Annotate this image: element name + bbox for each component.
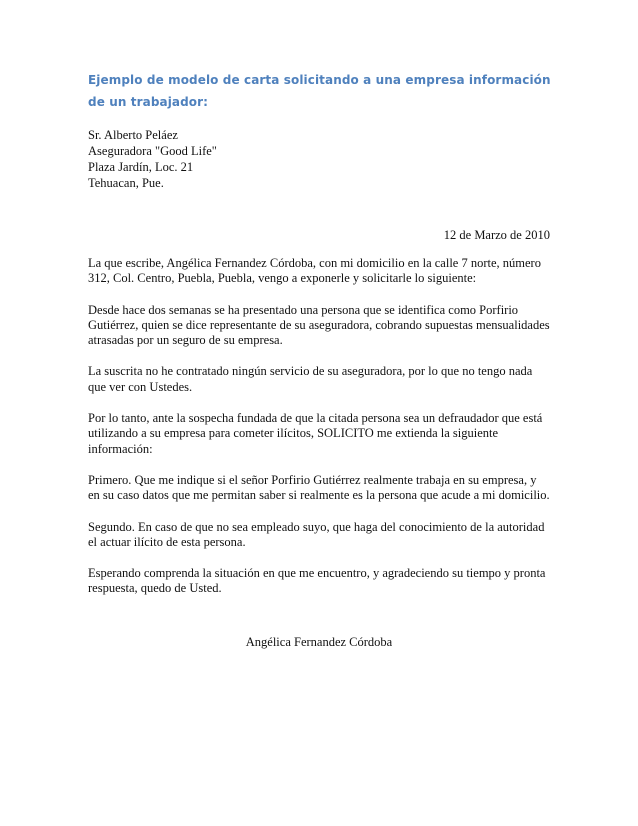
document-heading: Ejemplo de modelo de carta solicitando a una empresa información de un trabajador: bbox=[88, 73, 551, 109]
addressee-company: Aseguradora "Good Life" bbox=[88, 144, 217, 158]
addressee-name: Sr. Alberto Peláez bbox=[88, 128, 178, 142]
body-paragraph-request: Por lo tanto, ante la sospecha fundada de que la citada persona sea un defraudador que está utilizando a su empresa para cometer ilícitos, SOLICITO me extienda la siguiente información: bbox=[88, 411, 543, 456]
letter-date: 12 de Marzo de 2010 bbox=[443, 228, 550, 242]
signature-line: Angélica Fernandez Córdoba bbox=[245, 635, 393, 649]
body-paragraph-situation: Desde hace dos semanas se ha presentado una persona que se identifica como Porfirio Gutiérrez, quien se dice representante de su aseguradora, cobrando supuestas mensualidades atrasadas por un seguro de su empresa. bbox=[88, 302, 550, 348]
body-paragraph-intro: La que escribe, Angélica Fernandez Córdoba, con mi domicilio en la calle 7 norte, número 312, Col. Centro, Puebla, Puebla, vengo a exponerle y solicitarle lo siguiente: bbox=[88, 256, 541, 286]
body-paragraph-first-point: Primero. Que me indique si el señor Porfirio Gutiérrez realmente trabaja en su empresa, y en su caso datos que me permitan saber si realmente es la persona que acude a mi domicilio. bbox=[88, 472, 550, 503]
body-paragraph-second-point: Segundo. En caso de que no sea empleado suyo, que haga del conocimiento de la autoridad el actuar ilícito de esta persona. bbox=[88, 519, 545, 549]
body-paragraph-closing: Esperando comprenda la situación en que me encuentro, y agradeciendo su tiempo y pronta respuesta, quedo de Usted. bbox=[88, 566, 546, 596]
body-paragraph-statement: La suscrita no he contratado ningún servicio de su aseguradora, por lo que no tengo nada que ver con Ustedes. bbox=[88, 364, 533, 394]
addressee-city: Tehuacan, Pue. bbox=[88, 176, 164, 190]
addressee-block bbox=[88, 127, 217, 191]
addressee-address: Plaza Jardín, Loc. 21 bbox=[88, 160, 194, 174]
letter-body bbox=[88, 256, 550, 613]
